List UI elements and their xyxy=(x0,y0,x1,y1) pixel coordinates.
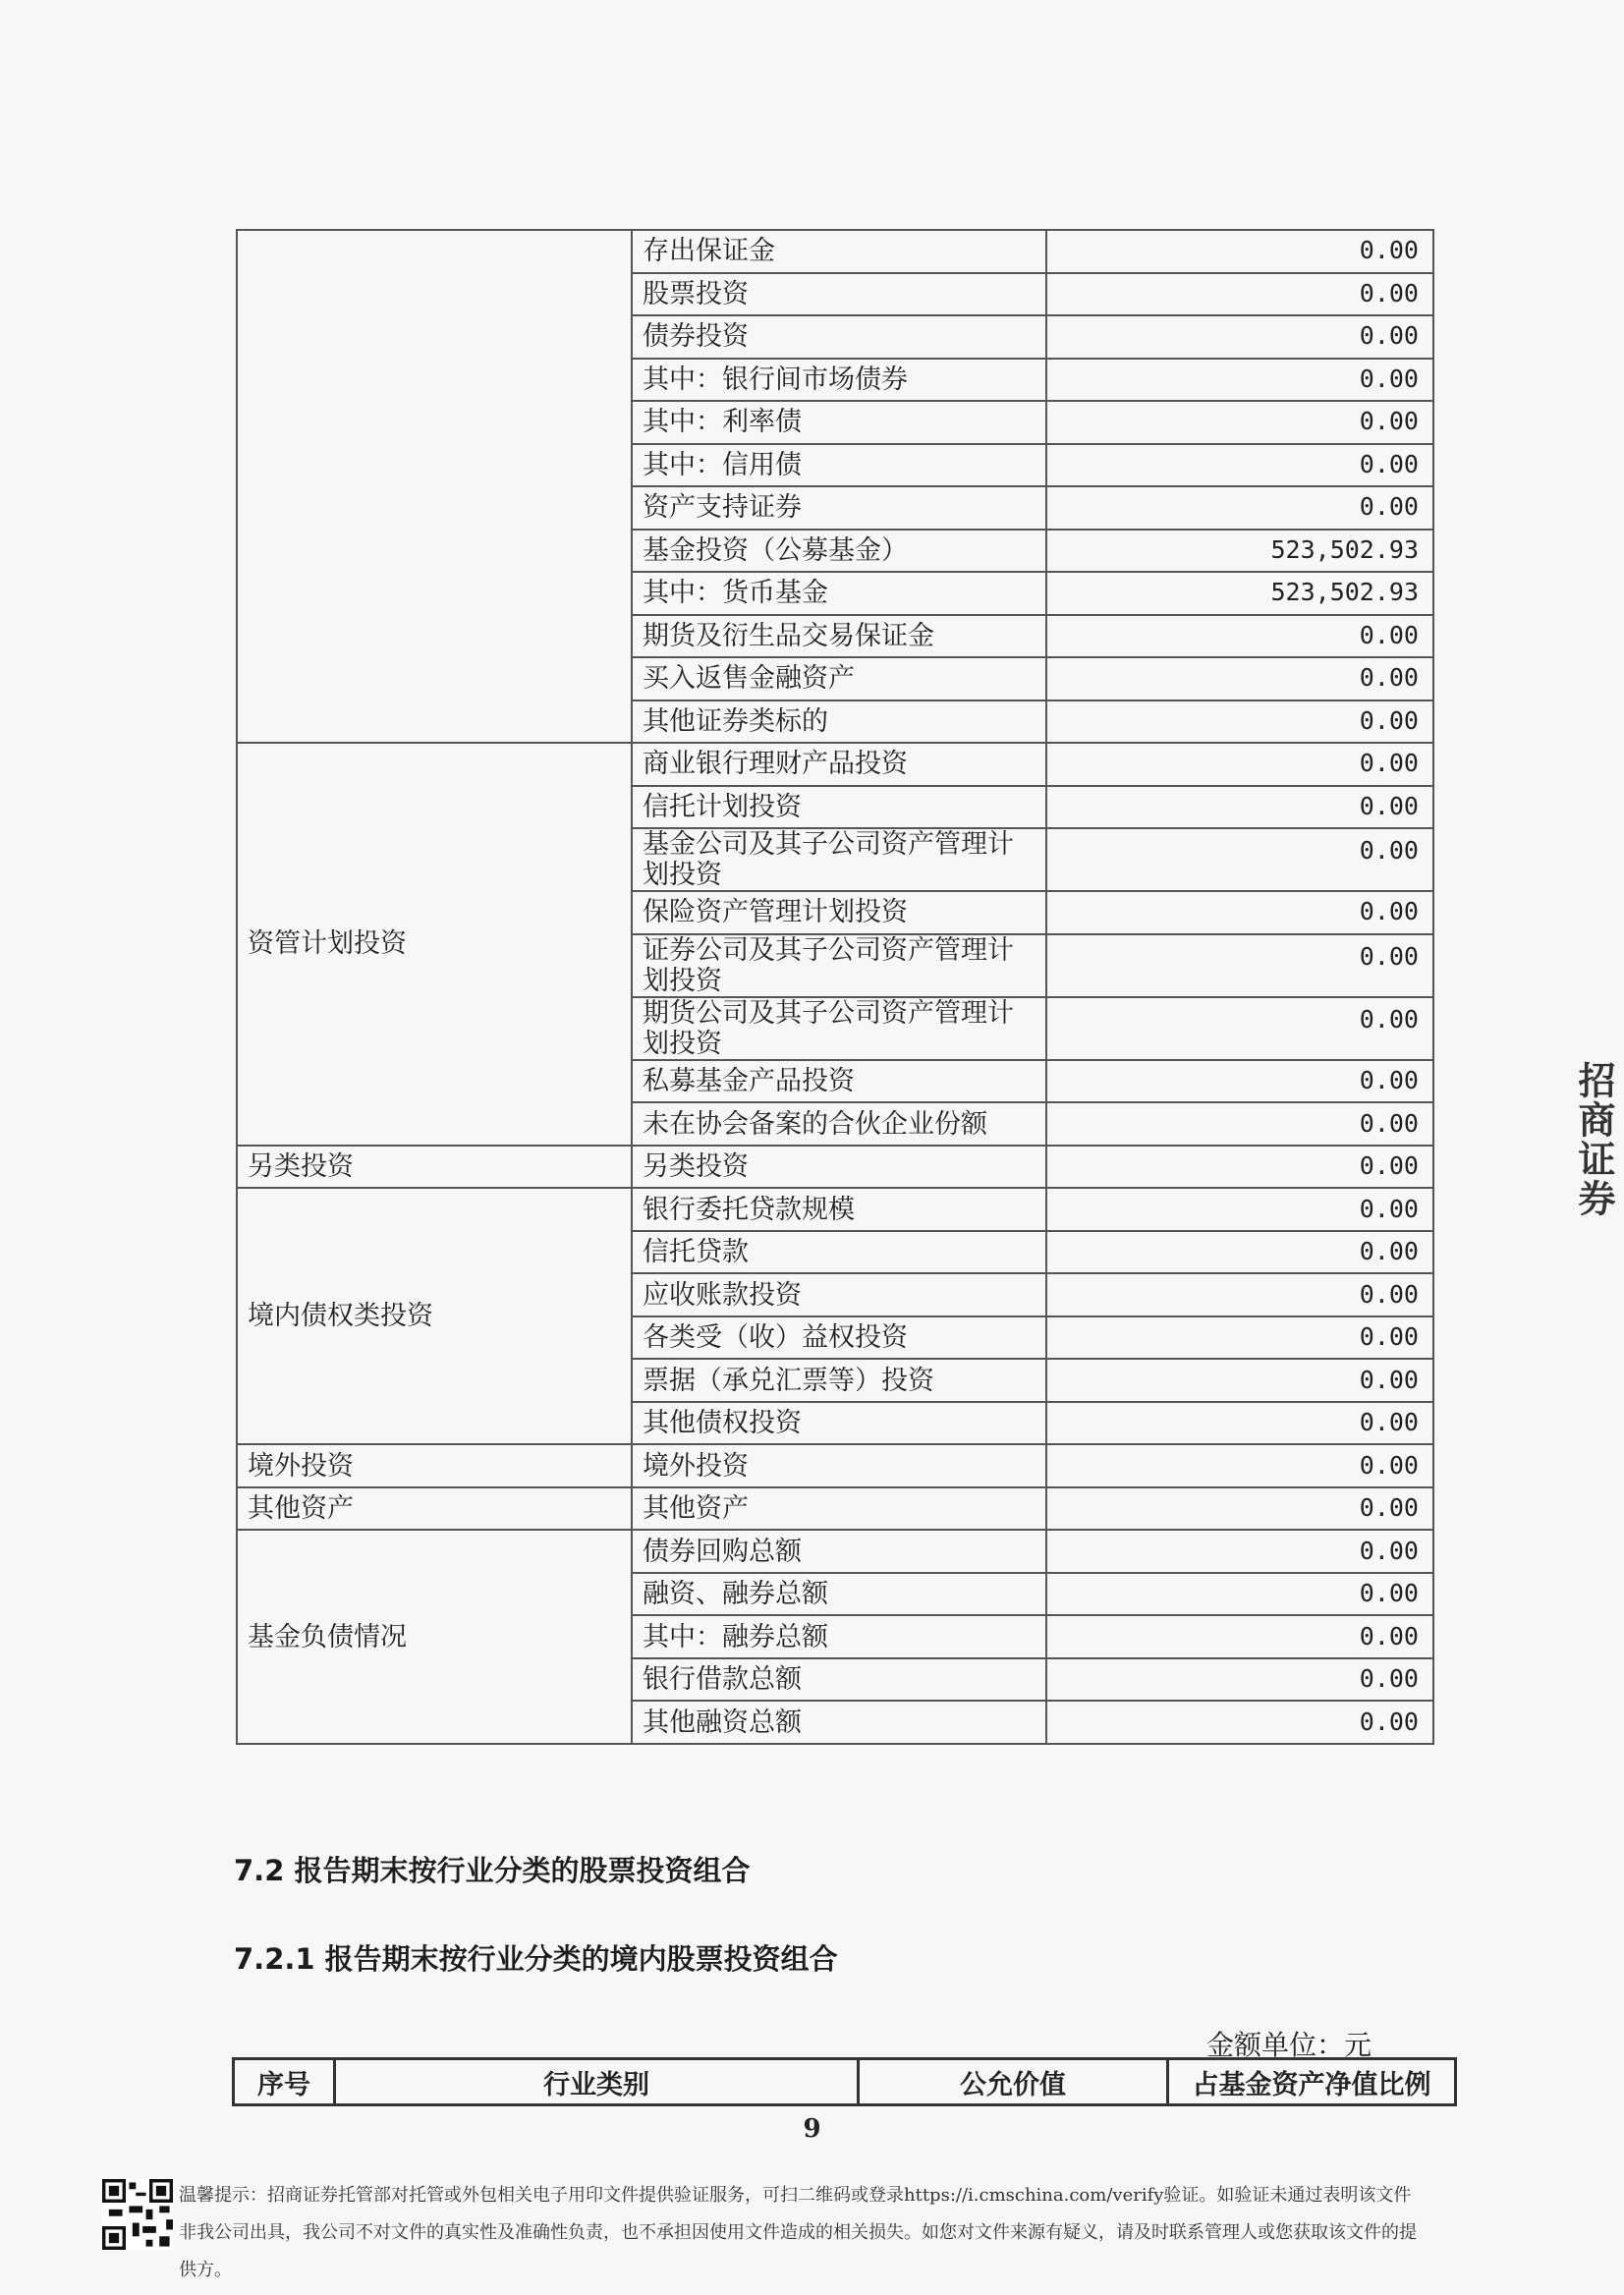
item-cell: 其中：银行间市场债券 xyxy=(632,359,1046,402)
industry-table xyxy=(232,2057,1457,2106)
value-cell: 0.00 xyxy=(1046,1359,1433,1402)
item-cell: 信托计划投资 xyxy=(632,786,1046,829)
table-row xyxy=(237,1444,1433,1487)
value-cell: 0.00 xyxy=(1046,1573,1433,1616)
table-row xyxy=(237,230,1433,273)
category-cell-domestic-debt: 境内债权类投资 xyxy=(237,1188,632,1444)
value-cell: 0.00 xyxy=(1046,1060,1433,1103)
item-cell: 期货及衍生品交易保证金 xyxy=(632,615,1046,658)
category-cell-alternative: 另类投资 xyxy=(237,1146,632,1189)
item-cell: 其他资产 xyxy=(632,1487,1046,1531)
section-heading-7-2: 7.2 报告期末按行业分类的股票投资组合 xyxy=(234,1854,751,1887)
value-cell: 0.00 xyxy=(1046,1102,1433,1146)
value-cell: 0.00 xyxy=(1046,1231,1433,1274)
item-cell: 银行借款总额 xyxy=(632,1658,1046,1702)
qr-code-icon xyxy=(102,2179,173,2250)
item-cell: 信托贷款 xyxy=(632,1231,1046,1274)
value-cell: 0.00 xyxy=(1046,934,1433,997)
value-cell: 523,502.93 xyxy=(1046,572,1433,615)
item-cell: 其他债权投资 xyxy=(632,1402,1046,1445)
item-cell: 债券投资 xyxy=(632,315,1046,359)
value-cell: 0.00 xyxy=(1046,1316,1433,1360)
value-cell: 0.00 xyxy=(1046,273,1433,316)
table-row xyxy=(237,743,1433,786)
item-cell: 证券公司及其子公司资产管理计划投资 xyxy=(632,934,1046,997)
item-cell: 其中：货币基金 xyxy=(632,572,1046,615)
unit-label: 金额单位：元 xyxy=(1206,2029,1372,2061)
item-cell: 私募基金产品投资 xyxy=(632,1060,1046,1103)
item-cell: 境外投资 xyxy=(632,1444,1046,1487)
item-cell: 债券回购总额 xyxy=(632,1530,1046,1573)
item-cell: 存出保证金 xyxy=(632,230,1046,273)
table-row xyxy=(237,1487,1433,1531)
value-cell: 0.00 xyxy=(1046,615,1433,658)
industry-table-header-row xyxy=(234,2059,1456,2105)
value-cell: 0.00 xyxy=(1046,997,1433,1060)
footer-notice: 温馨提示：招商证券托管部对托管或外包相关电子用印文件提供验证服务，可扫二维码或登录https://i.cmschina.com/verify验证。如验证未通过表明该文件非我公司出具，我公司不对文件的真实性及准确性负责，也不承担因使用文件造成的相关损失。如您对文件来源有疑义，请及时联系管理人或您获取该文件的提供方。 xyxy=(179,2185,1417,2280)
item-cell: 银行委托贷款规模 xyxy=(632,1188,1046,1231)
value-cell: 0.00 xyxy=(1046,1402,1433,1445)
value-cell: 0.00 xyxy=(1046,1701,1433,1744)
value-cell: 0.00 xyxy=(1046,786,1433,829)
value-cell: 0.00 xyxy=(1046,359,1433,402)
item-cell: 保险资产管理计划投资 xyxy=(632,891,1046,934)
category-cell-liabilities: 基金负债情况 xyxy=(237,1530,632,1744)
item-cell: 基金投资（公募基金） xyxy=(632,530,1046,573)
item-cell: 其他融资总额 xyxy=(632,1701,1046,1744)
value-cell: 0.00 xyxy=(1046,315,1433,359)
value-cell: 0.00 xyxy=(1046,444,1433,487)
value-cell: 0.00 xyxy=(1046,1444,1433,1487)
table-row xyxy=(237,1530,1433,1573)
header-nav-ratio: 占基金资产净值比例 xyxy=(1168,2059,1456,2105)
header-serial: 序号 xyxy=(234,2059,335,2105)
item-cell: 其他证券类标的 xyxy=(632,700,1046,744)
item-cell: 买入返售金融资产 xyxy=(632,657,1046,700)
value-cell: 0.00 xyxy=(1046,828,1433,891)
item-cell: 票据（承兑汇票等）投资 xyxy=(632,1359,1046,1402)
item-cell: 期货公司及其子公司资产管理计划投资 xyxy=(632,997,1046,1060)
value-cell: 0.00 xyxy=(1046,891,1433,934)
item-cell: 其中：融券总额 xyxy=(632,1615,1046,1658)
value-cell: 0.00 xyxy=(1046,1530,1433,1573)
item-cell: 其中：信用债 xyxy=(632,444,1046,487)
asset-allocation-table xyxy=(236,229,1434,1745)
category-cell-asset-mgmt: 资管计划投资 xyxy=(237,743,632,1146)
header-industry: 行业类别 xyxy=(335,2059,859,2105)
page-number: 9 xyxy=(803,2114,821,2144)
item-cell: 未在协会备案的合伙企业份额 xyxy=(632,1102,1046,1146)
item-cell: 商业银行理财产品投资 xyxy=(632,743,1046,786)
category-cell-securities xyxy=(237,230,632,743)
item-cell: 另类投资 xyxy=(632,1146,1046,1189)
value-cell: 0.00 xyxy=(1046,486,1433,530)
table-row xyxy=(237,1188,1433,1231)
value-cell: 0.00 xyxy=(1046,657,1433,700)
header-fair-value: 公允价值 xyxy=(859,2059,1168,2105)
value-cell: 0.00 xyxy=(1046,1487,1433,1531)
section-heading-7-2-1: 7.2.1 报告期末按行业分类的境内股票投资组合 xyxy=(234,1942,838,1976)
value-cell: 0.00 xyxy=(1046,700,1433,744)
item-cell: 股票投资 xyxy=(632,273,1046,316)
item-cell: 其中：利率债 xyxy=(632,401,1046,444)
item-cell: 基金公司及其子公司资产管理计划投资 xyxy=(632,828,1046,891)
value-cell: 0.00 xyxy=(1046,1146,1433,1189)
value-cell: 0.00 xyxy=(1046,1273,1433,1316)
value-cell: 0.00 xyxy=(1046,1658,1433,1702)
value-cell: 0.00 xyxy=(1046,1615,1433,1658)
table-row xyxy=(237,1146,1433,1189)
item-cell: 融资、融券总额 xyxy=(632,1573,1046,1616)
item-cell: 资产支持证券 xyxy=(632,486,1046,530)
value-cell: 523,502.93 xyxy=(1046,530,1433,573)
value-cell: 0.00 xyxy=(1046,401,1433,444)
side-stamp: 招商证券 xyxy=(1572,1061,1616,1218)
value-cell: 0.00 xyxy=(1046,743,1433,786)
value-cell: 0.00 xyxy=(1046,230,1433,273)
item-cell: 应收账款投资 xyxy=(632,1273,1046,1316)
item-cell: 各类受（收）益权投资 xyxy=(632,1316,1046,1360)
value-cell: 0.00 xyxy=(1046,1188,1433,1231)
category-cell-other-assets: 其他资产 xyxy=(237,1487,632,1531)
category-cell-overseas: 境外投资 xyxy=(237,1444,632,1487)
